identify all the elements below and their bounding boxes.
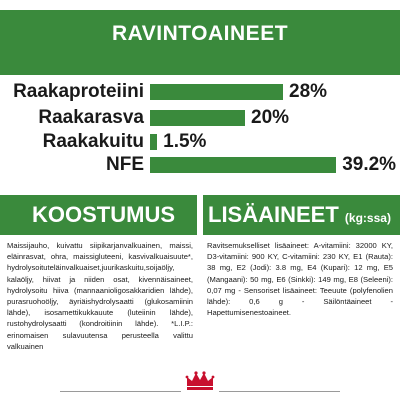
additives-header	[203, 195, 400, 235]
additives-title: LISÄAINEET	[208, 202, 339, 227]
nutrient-bar	[150, 157, 336, 173]
nutrient-value: 28%	[289, 81, 328, 102]
nutrient-label: Raakakuitu	[42, 131, 144, 152]
nutrient-row-fibre	[0, 130, 400, 154]
nutrient-row-fat	[0, 106, 400, 130]
composition-text: Maissijauho, kuivattu siipikarjanvalkuainen, maissi, eläinrasvat, ohra, maissigluteeni, kasvivalkuaisuute*, hydrolysoituteläinvalkuaiset,juurikaskuitu,soijaöljy, kalaöljy, hiivat ja niiden osat, kivennäisaineet, hydrolysoitu hiiva (mannaanioligosakkaridien lähde), purasruohoöljy, äyriäishydrolysaatti (glukosamiinin lähde), isosamettikukkauute (luteiinin lähde), rustohydrolysaatti (kondroitiinin lähde). *L.I.P.: erinomaisen sulavuutensa perusteella valittu valkuainen	[7, 241, 193, 351]
nutrient-label: NFE	[106, 154, 144, 175]
nutrient-value: 39.2%	[342, 154, 397, 175]
nutrient-row-protein	[0, 80, 400, 104]
nutrient-value: 20%	[251, 107, 290, 128]
nutrient-label: Raakaproteiini	[13, 81, 144, 102]
nutrient-bar	[150, 110, 245, 126]
nutrient-bar	[150, 84, 283, 100]
nutrient-label: Raakarasva	[38, 107, 144, 128]
nutrient-bar	[150, 134, 157, 150]
additives-text: Ravitsemukselliset lisäaineet: A-vitamiini: 32000 KY, D3-vitamiini: 900 KY, C-vitamiini: 230 KY, E1 (Rauta): 38 mg, E2 (Jodi): 3.8 mg, E4 (Kupari): 12 mg, E5 (Mangaani): 50 mg, E6 (Sinkki): 149 mg, E8 (Seleeni): 0,07 mg - Sensoriset lisäaineet: Teeuute (polyfenolien lähde): 0,6 g - Säilöntäaineet - Hapettumisenestoaineet.	[207, 241, 393, 318]
nutrient-value: 1.5%	[163, 131, 207, 152]
composition-title: KOOSTUMUS	[32, 202, 175, 227]
nutrients-title: RAVINTOAINEET	[111, 22, 289, 45]
nutrient-row-nfe	[0, 153, 400, 177]
additives-subtitle: (kg:ssa)	[344, 211, 391, 225]
composition-header	[0, 195, 197, 235]
additives-title-wrap	[208, 195, 391, 238]
royal-crown-logo-icon	[181, 368, 219, 392]
